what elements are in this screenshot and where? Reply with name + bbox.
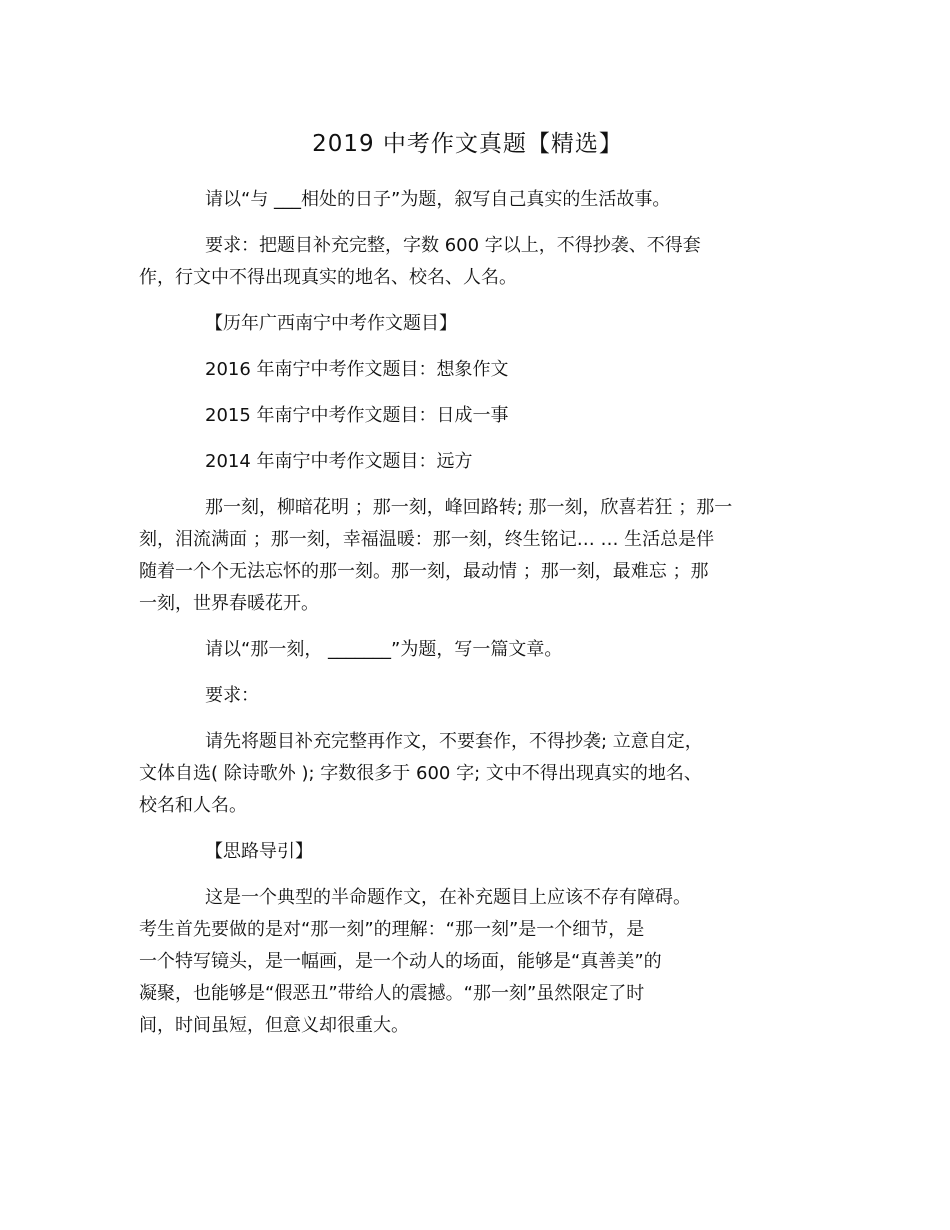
paragraph-line: 请先将题目补充完整再作文，不要套作，不得抄袭; 立意自定，	[205, 731, 703, 752]
paragraph-2016	[139, 354, 819, 386]
paragraph-line: 要求：把题目补充完整，字数 600 字以上，不得抄袭、不得套	[205, 235, 701, 256]
paragraph-line: 校名和人名。	[139, 795, 247, 816]
paragraph-line: 请以“那一刻， _______”为题，写一篇文章。	[205, 639, 563, 660]
paragraph-line: 2015 年南宁中考作文题目：日成一事	[205, 405, 509, 426]
paragraph-line: 凝聚，也能够是“假恶丑”带给人的震撼。“那一刻”虽然限定了时	[139, 983, 645, 1004]
paragraph-line: 要求：	[205, 685, 259, 706]
paragraph-line: 【历年广西南宁中考作文题目】	[205, 313, 457, 334]
paragraph-guide	[139, 882, 819, 1042]
paragraph-line: 随着一个个无法忘怀的那一刻。那一刻，最动情 ；那一刻，最难忘 ；那	[139, 561, 709, 582]
paragraph-requirements-label	[139, 680, 819, 712]
paragraph-line: 考生首先要做的是对“那一刻”的理解：“那一刻”是一个细节，是	[139, 919, 645, 940]
paragraph-line: 请以“与 ___相处的日子”为题，叙写自己真实的生活故事。	[205, 189, 671, 210]
paragraph-line: 2016 年南宁中考作文题目：想象作文	[205, 359, 509, 380]
paragraph-2	[139, 230, 819, 294]
section-heading-guide	[139, 836, 819, 868]
paragraph-line: 这是一个典型的半命题作文，在补充题目上应该不存有障碍。	[205, 887, 691, 908]
paragraph-line: 那一刻，柳暗花明 ；那一刻，峰回路转; 那一刻，欣喜若狂 ；那一	[205, 497, 733, 518]
paragraph-2014	[139, 446, 819, 478]
paragraph-moment-intro	[139, 492, 819, 620]
paragraph-line: 一个特写镜头，是一幅画，是一个动人的场面，能够是“真善美”的	[139, 951, 662, 972]
paragraph-line: 文体自选( 除诗歌外 ); 字数很多于 600 字; 文中不得出现真实的地名、	[139, 763, 702, 784]
section-heading-history	[139, 308, 819, 340]
paragraph-1	[139, 184, 819, 216]
paragraph-prompt	[139, 634, 819, 666]
paragraph-line: 一刻，世界春暖花开。	[139, 593, 319, 614]
paragraph-line: 2014 年南宁中考作文题目：远方	[205, 451, 473, 472]
document-body	[139, 184, 819, 1056]
paragraph-line: 刻，泪流满面 ；那一刻，幸福温暖：那一刻，终生铭记… … 生活总是伴	[139, 529, 715, 550]
paragraph-line: 作，行文中不得出现真实的地名、校名、人名。	[139, 267, 517, 288]
paragraph-2015	[139, 400, 819, 432]
paragraph-line: 间，时间虽短，但意义却很重大。	[139, 1015, 409, 1036]
paragraph-line: 【思路导引】	[205, 841, 313, 862]
document-title: 2019 中考作文真题【精选】	[312, 131, 623, 157]
paragraph-requirements	[139, 726, 819, 822]
